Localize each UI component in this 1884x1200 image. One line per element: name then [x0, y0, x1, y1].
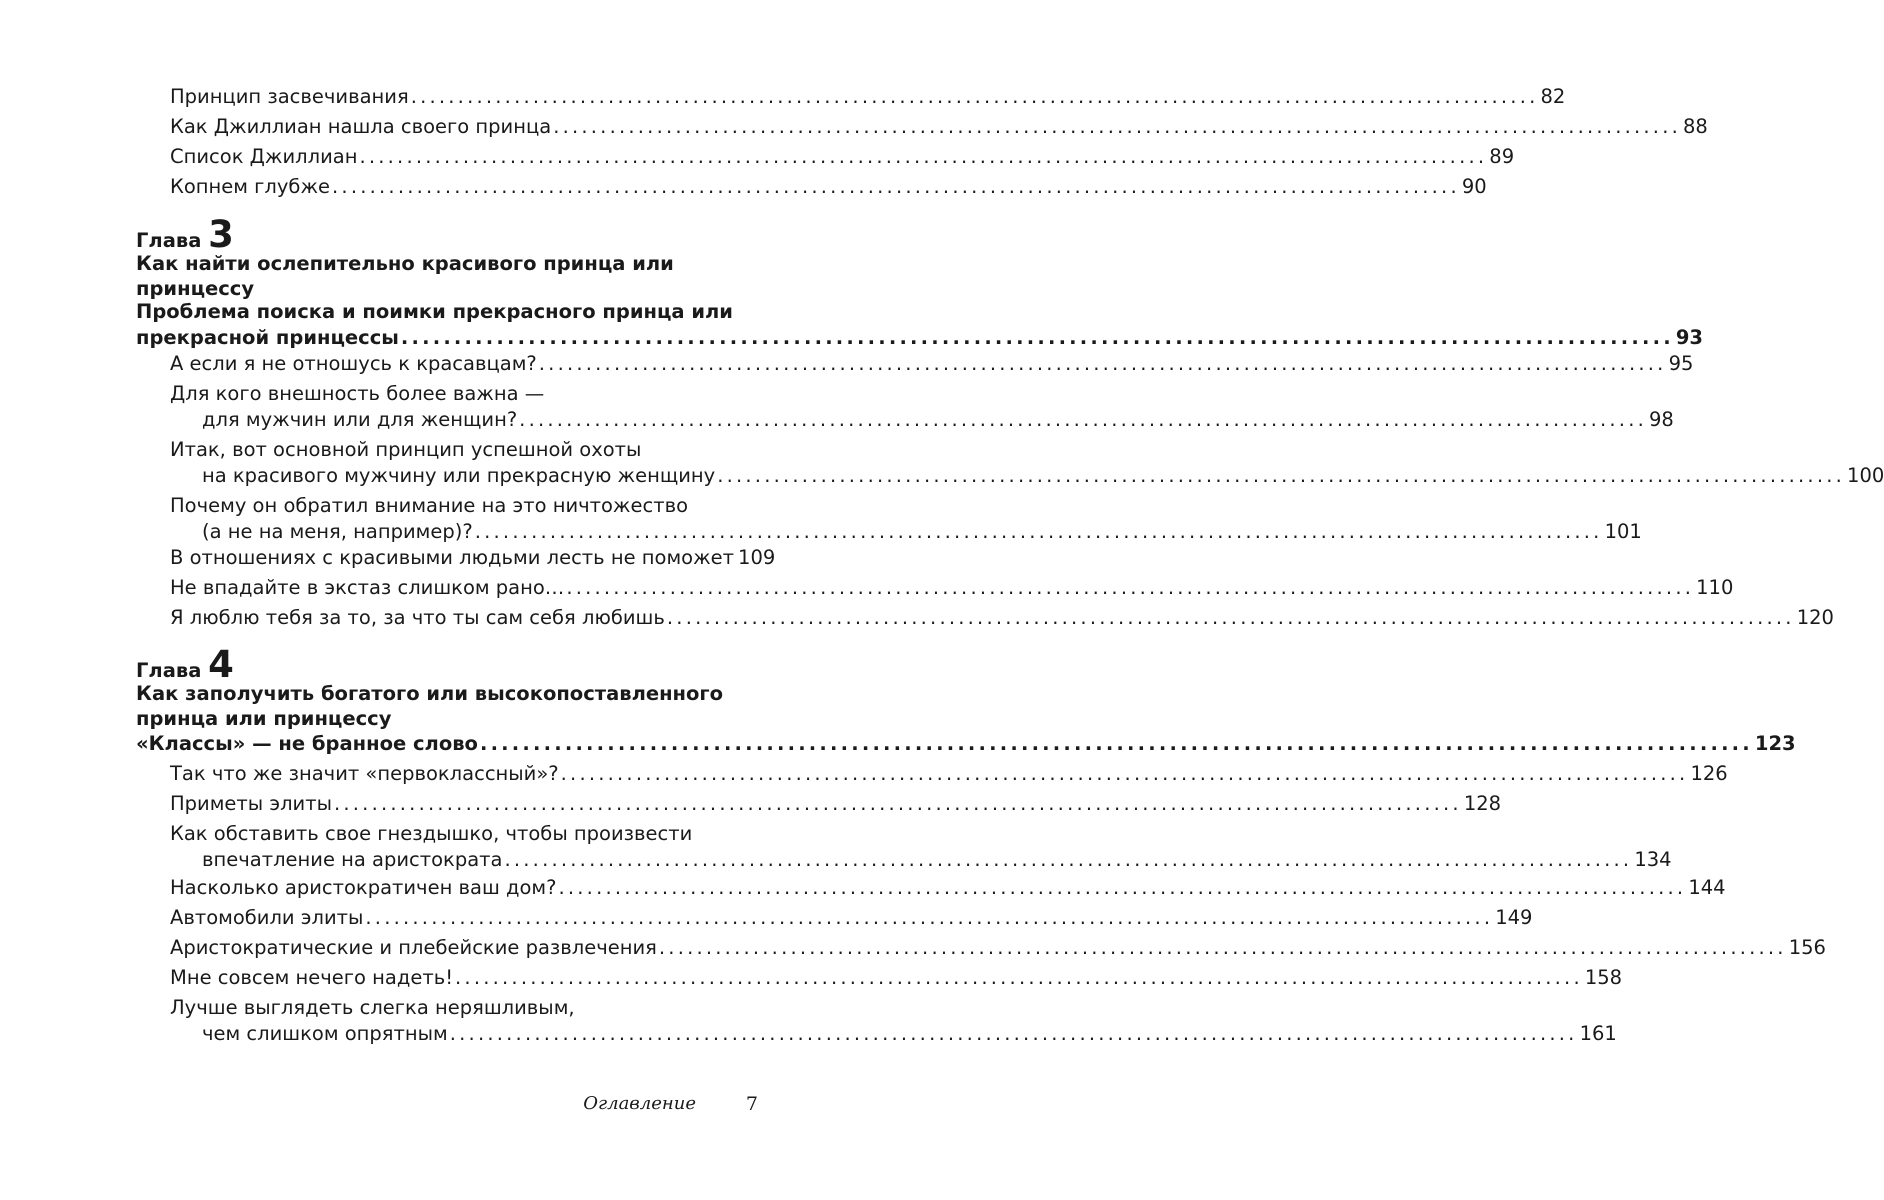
- entry-title-continued: (а не на меня, например)?: [202, 520, 473, 543]
- toc-entry: [170, 995, 1617, 1047]
- entry-title-continued: чем слишком опрятным: [202, 1022, 448, 1045]
- leader-dots: ........................................................................................................................: [519, 408, 1647, 431]
- entry-page: 123: [1754, 732, 1796, 755]
- running-footer-label: Оглавление: [583, 1093, 696, 1114]
- chapter-title-line: Как найти ослепительно красивого принца или: [136, 252, 674, 275]
- leader-dots: ........................................................................................................................: [553, 115, 1682, 138]
- page-number: 7: [745, 1093, 758, 1115]
- leader-dots: ........................................................................................................................: [504, 848, 1633, 871]
- leader-dots: ........................................................................................................................: [479, 732, 1753, 755]
- entry-page: 120: [1796, 606, 1834, 629]
- entry-title: Насколько аристократичен ваш дом?: [170, 876, 557, 899]
- toc-entry: [170, 84, 1566, 110]
- entry-title: Аристократические и плебейские развлечения: [170, 936, 657, 959]
- toc-entry: [170, 381, 1674, 433]
- entry-title: Мне совсем нечего надеть!: [170, 966, 454, 989]
- leader-dots: ........................................................................................................................: [365, 906, 1494, 929]
- entry-title: Копнем глубже: [170, 175, 331, 198]
- entry-title-continued: впечатление на аристократа: [202, 848, 503, 871]
- entry-page: 89: [1489, 145, 1515, 168]
- chapter-title-line: принцессу: [136, 277, 255, 300]
- chapter-number: 4: [208, 643, 234, 686]
- entry-title: Принцип засвечивания: [170, 85, 409, 108]
- entry-page: 149: [1495, 906, 1533, 929]
- entry-title: Как обставить свое гнездышко, чтобы произвести: [170, 822, 693, 845]
- toc-entry: [170, 761, 1728, 787]
- leader-dots: ........................................................................................................................: [449, 1022, 1578, 1045]
- toc-entry: [170, 144, 1515, 170]
- leader-dots: ........................................................................................................................: [455, 966, 1583, 989]
- toc-entry: [170, 437, 1884, 489]
- section-title-line: «Классы» — не бранное слово: [136, 732, 478, 755]
- toc-entry: [170, 114, 1708, 140]
- toc-entry: [170, 935, 1826, 961]
- entry-page: 90: [1461, 175, 1487, 198]
- leader-dots: ........................................................................................................................: [566, 576, 1695, 599]
- entry-page: 134: [1634, 848, 1672, 871]
- chapter-section-entry: [136, 299, 1703, 351]
- entry-title: Лучше выглядеть слегка неряшливым,: [170, 996, 575, 1019]
- entry-page: 126: [1690, 762, 1728, 785]
- toc-entry: [170, 875, 1726, 901]
- entry-title: Итак, вот основной принцип успешной охоты: [170, 438, 642, 461]
- toc-entry: [170, 791, 1502, 817]
- entry-title: Почему он обратил внимание на это ничтожество: [170, 494, 688, 517]
- entry-title: А если я не отношусь к красавцам?: [170, 352, 537, 375]
- chapter-title: [136, 251, 756, 301]
- leader-dots: ........................................................................................................................: [410, 85, 1539, 108]
- chapter-title: [136, 681, 756, 731]
- section-title-line: Проблема поиска и поимки прекрасного принца или: [136, 300, 733, 323]
- entry-page: 101: [1604, 520, 1642, 543]
- chapter-section-entry: [136, 731, 1796, 757]
- entry-title-continued: для мужчин или для женщин?: [202, 408, 518, 431]
- leader-dots: ........................................................................................................................: [717, 464, 1846, 487]
- entry-title: Для кого внешность более важна —: [170, 382, 545, 405]
- leader-dots: ........................................................................................................................: [558, 876, 1687, 899]
- toc-entry: [170, 965, 1623, 991]
- entry-page: 82: [1540, 85, 1566, 108]
- entry-title-continued: на красивого мужчину или прекрасную женщину: [202, 464, 716, 487]
- toc-entry: [170, 575, 1734, 601]
- toc-entry: [170, 905, 1533, 931]
- entry-page: 100: [1847, 464, 1884, 487]
- leader-dots: ........................................................................................................................: [332, 175, 1460, 198]
- toc-entry: [170, 545, 776, 571]
- leader-dots: ........................................................................................................................: [359, 145, 1488, 168]
- entry-page: 88: [1683, 115, 1708, 138]
- toc-entry: [170, 351, 1694, 377]
- entry-title: В отношениях с красивыми людьми лесть не поможет: [170, 546, 735, 569]
- entry-page: 109: [738, 546, 776, 569]
- leader-dots: ........................................................................................................................: [474, 520, 1603, 543]
- entry-page: 110: [1696, 576, 1734, 599]
- leader-dots: ........................................................................................................................: [560, 762, 1689, 785]
- leader-dots: ........................................................................................................................: [658, 936, 1787, 959]
- chapter-heading: [136, 213, 234, 256]
- entry-title: Автомобили элиты: [170, 906, 364, 929]
- entry-page: 128: [1463, 792, 1502, 815]
- entry-title: Как Джиллиан нашла своего принца: [170, 115, 552, 138]
- chapter-title-line: Как заполучить богатого или высокопоставленного: [136, 682, 723, 705]
- leader-dots: ........................................................................................................................: [666, 606, 1795, 629]
- entry-page: 156: [1788, 936, 1826, 959]
- toc-entry: [170, 174, 1487, 200]
- leader-dots: ........................................................................................................................: [400, 326, 1674, 349]
- entry-title: Так что же значит «первоклассный»?: [170, 762, 559, 785]
- chapter-heading: [136, 643, 234, 686]
- entry-title: Список Джиллиан: [170, 145, 358, 168]
- entry-page: 161: [1579, 1022, 1617, 1045]
- chapter-word: Глава: [136, 659, 202, 682]
- chapter-number: 3: [208, 213, 234, 256]
- entry-page: 158: [1584, 966, 1623, 989]
- section-title-line: прекрасной принцессы: [136, 326, 399, 349]
- toc-entry: [170, 821, 1672, 873]
- entry-title: Не впадайте в экстаз слишком рано…: [170, 576, 565, 599]
- chapter-word: Глава: [136, 229, 202, 252]
- entry-title: Приметы элиты: [170, 792, 332, 815]
- toc-entry: [170, 493, 1642, 545]
- chapter-title-line: принца или принцессу: [136, 707, 392, 730]
- leader-dots: ........................................................................................................................: [538, 352, 1667, 375]
- entry-page: 144: [1688, 876, 1726, 899]
- entry-page: 98: [1649, 408, 1674, 431]
- entry-page: 95: [1668, 352, 1694, 375]
- leader-dots: ........................................................................................................................: [333, 792, 1462, 815]
- entry-title: Я люблю тебя за то, за что ты сам себя любишь: [170, 606, 665, 629]
- toc-entry: [170, 605, 1834, 631]
- entry-page: 93: [1675, 326, 1703, 349]
